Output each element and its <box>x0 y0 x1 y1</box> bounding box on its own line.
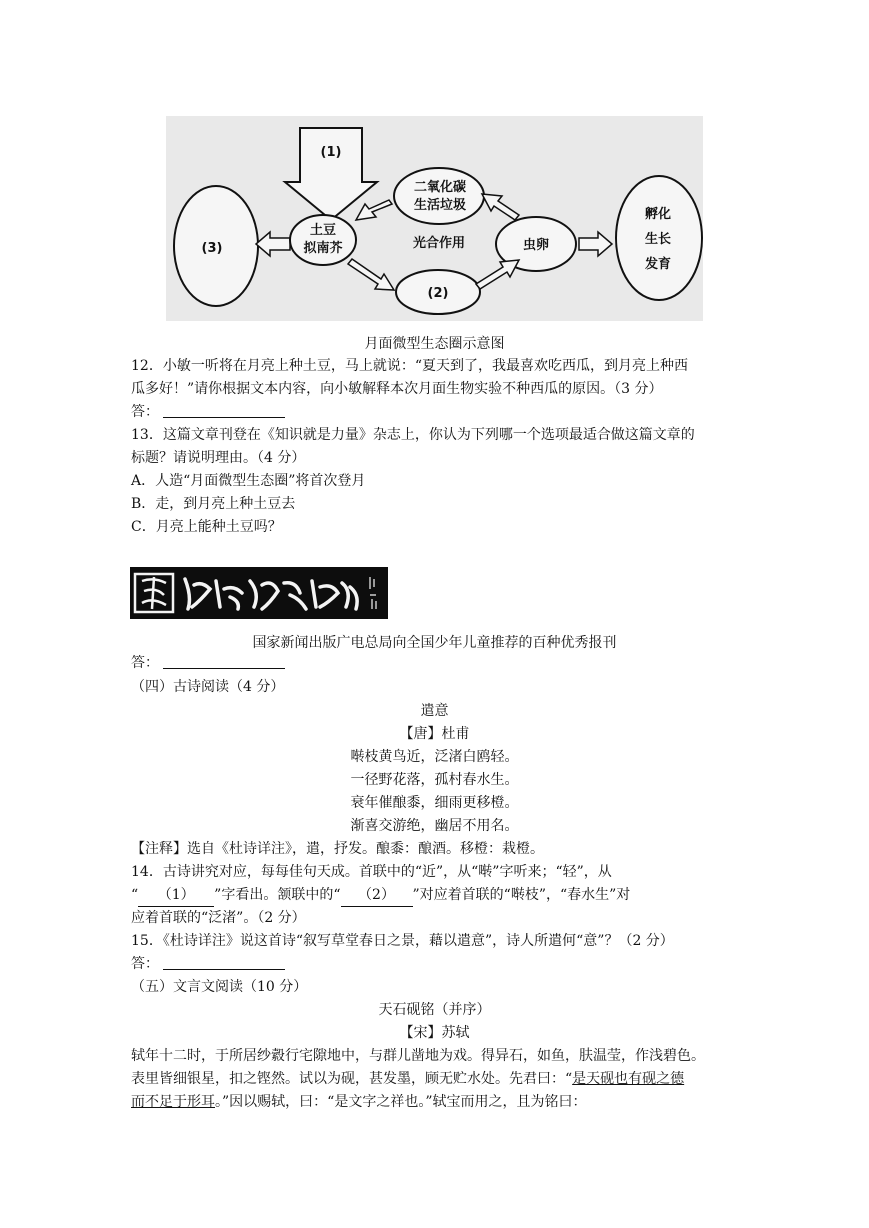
poem-title: 遣意 <box>420 703 449 719</box>
q14-line-2-mid: ”字看出。颔联中的“ <box>214 887 341 903</box>
gas-node-label-1: 二氧化碳 <box>413 180 467 195</box>
right-ellipse-label-2: 生长 <box>644 232 672 247</box>
q14-blank-1[interactable]: （1） <box>138 884 214 907</box>
plant-node-label-1: 土豆 <box>309 223 337 238</box>
poem-line-2: 一径野花落，孤村春水生。 <box>350 772 519 788</box>
section-5-heading: （五）文言文阅读（10 分） <box>131 979 308 995</box>
q13-answer-blank[interactable] <box>163 654 285 669</box>
q13-line-2: 标题？请说明理由。（4 分） <box>131 450 306 466</box>
poem-author: 【唐】杜甫 <box>399 726 470 742</box>
q12-answer-blank[interactable] <box>163 403 285 418</box>
q14-line-3: 应着首联的“泛渚”。（2 分） <box>131 910 306 926</box>
logo-calligraphy <box>185 579 357 609</box>
prose-line-1: 轼年十二时，于所居纱縠行宅隙地中，与群儿凿地为戏。得异石，如鱼，肤温莹，作浅碧色。 <box>131 1048 705 1064</box>
poem-note: 【注释】选自《杜诗详注》，遣，抒发。酿黍：酿酒。移橙：栽橙。 <box>131 841 544 857</box>
poem-line-3: 衰年催酿黍，细雨更移橙。 <box>350 795 519 811</box>
prose-line-3 <box>131 1091 586 1113</box>
egg-node-label: 虫卵 <box>522 238 550 253</box>
gas-node <box>394 168 484 224</box>
q14-line-1: 14．古诗讲究对应，每每佳句天成。首联中的“近”，从“啭”字听来；“轻”，从 <box>131 864 612 880</box>
prose-title: 天石砚铭（并序） <box>378 1002 491 1018</box>
q12-answer-row <box>131 401 285 423</box>
q15-answer-row <box>131 953 285 975</box>
q14-quote-open: “ <box>131 887 139 903</box>
ecosystem-diagram <box>166 116 703 321</box>
prose-underlined-2: 而不足于形耳 <box>131 1094 215 1110</box>
prose-line-3-text: 。”因以赐轼，曰：“是文字之祥也。”轼宝而用之，且为铭曰： <box>215 1094 587 1110</box>
q12-line-1: 12．小敏一听将在月亮上种土豆，马上就说：“夏天到了，我最喜欢吃西瓜，到月亮上种西 <box>131 358 688 374</box>
q13-answer-label: 答： <box>131 655 159 671</box>
plant-node-label-2: 拟南芥 <box>303 241 343 256</box>
bottom-node-label: (2) <box>427 286 449 301</box>
q13-answer-row <box>131 652 285 674</box>
input-box-label: (1) <box>320 145 342 160</box>
section-4-heading: （四）古诗阅读（4 分） <box>131 679 285 695</box>
logo-side-text <box>370 577 376 609</box>
q14-line-2-end: ”对应着首联的“啭枝”，“春水生”对 <box>412 887 631 903</box>
q13-option-a: A．人造“月面微型生态圈”将首次登月 <box>131 473 366 489</box>
center-label: 光合作用 <box>412 236 466 251</box>
poem-line-4: 渐喜交游绝，幽居不用名。 <box>350 818 519 834</box>
diagram-caption: 月面微型生态圈示意图 <box>364 336 505 352</box>
magazine-logo <box>130 567 388 619</box>
q13-option-b: B．走，到月亮上种土豆去 <box>131 496 296 512</box>
q15-line-1: 15．《杜诗详注》说这首诗“叙写草堂春日之景，藉以遣意”，诗人所遣何“意”？（2 分） <box>131 933 674 949</box>
magazine-logo-svg <box>130 567 388 619</box>
logo-seal-stroke <box>142 577 166 609</box>
q15-answer-label: 答： <box>131 956 159 972</box>
q12-answer-label: 答： <box>131 404 159 420</box>
gas-node-label-2: 生活垃圾 <box>413 198 467 213</box>
prose-line-2-text: 表里皆细银星，扣之铿然。试以为砚，甚发墨，顾无贮水处。先君曰：“ <box>131 1071 573 1087</box>
q13-line-1: 13．这篇文章刊登在《知识就是力量》杂志上，你认为下列哪一个选项最适合做这篇文章的 <box>131 427 695 443</box>
poem-line-1: 啭枝黄鸟近，泛渚白鸥轻。 <box>350 749 519 765</box>
right-ellipse-label-3: 发育 <box>644 257 672 272</box>
q15-answer-blank[interactable] <box>163 955 285 970</box>
prose-line-2 <box>131 1068 684 1090</box>
q14-line-2 <box>131 884 630 907</box>
left-ellipse-label: (3) <box>201 241 223 256</box>
q14-blank-2[interactable]: （2） <box>341 884 413 907</box>
logo-caption: 国家新闻出版广电总局向全国少年儿童推荐的百种优秀报刊 <box>252 635 617 651</box>
right-ellipse-label-1: 孵化 <box>644 207 672 222</box>
q12-line-2: 瓜多好！”请你根据文本内容，向小敏解释本次月面生物实验不种西瓜的原因。（3 分） <box>131 381 663 397</box>
prose-underlined-1: 是天砚也有砚之德 <box>572 1071 685 1087</box>
ecosystem-diagram-svg <box>166 116 703 321</box>
prose-author: 【宋】苏轼 <box>399 1025 470 1041</box>
q13-option-c: C．月亮上能种土豆吗？ <box>131 519 282 535</box>
